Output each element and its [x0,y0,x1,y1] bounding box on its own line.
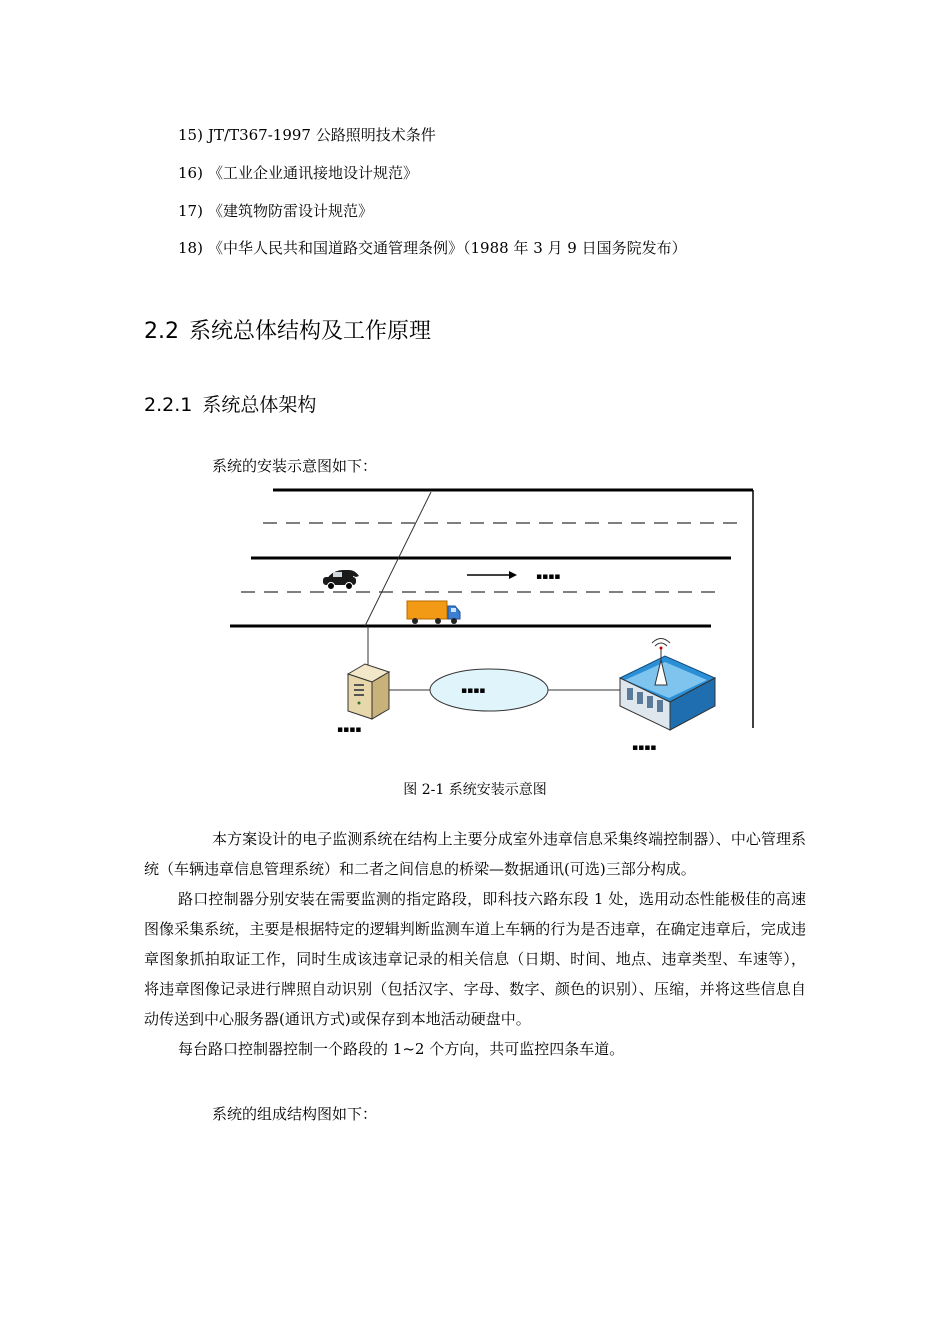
direction-label: ▪▪▪▪ [536,572,561,582]
car-icon [323,570,359,590]
installation-diagram [225,480,765,765]
subsection-heading [144,390,316,417]
reference-number: 18) [178,239,203,257]
reference-text: 《建筑物防雷设计规范》 [208,202,374,220]
reference-number: 15) [178,126,203,144]
reference-text: 《工业企业通讯接地设计规范》 [208,164,419,182]
section-heading [144,314,431,345]
left-node-label: ▪▪▪▪ [337,725,362,735]
subsection-number: 2.2.1 [144,394,193,416]
right-node-label: ▪▪▪▪ [632,743,657,753]
section-number: 2.2 [144,319,179,344]
reference-number: 17) [178,202,203,220]
reference-text: JT/T367-1997 公路照明技术条件 [208,126,436,144]
reference-text: 《中华人民共和国道路交通管理条例》（1988 年 3 月 9 日国务院发布） [208,239,687,257]
body-text [144,824,806,1064]
subsection-title: 系统总体架构 [202,394,317,416]
truck-icon [407,601,460,624]
reference-number: 16) [178,164,203,182]
arrow-head-icon [509,571,517,579]
section-title: 系统总体结构及工作原理 [189,319,432,344]
reference-item [178,237,687,258]
paragraph: 每台路口控制器控制一个路段的 1~2 个方向，共可监控四条车道。 [178,1040,625,1058]
paragraph: 本方案设计的电子监测系统在结构上主要分成室外违章信息采集终端控制器）、中心管理系统（车辆违章信息管理系统）和二者之间信息的桥梁—数据通讯(可选)三部分构成。 [144,830,806,878]
structure-intro: 系统的组成结构图如下： [212,1105,378,1123]
server-icon [348,664,389,719]
paragraph: 路口控制器分别安装在需要监测的指定路段，即科技六路东段 1 处，选用动态性能极佳的高速图像采集系统，主要是根据特定的逻辑判断监测车道上车辆的行为是否违章，在确定违章后，完成违章图象抓拍取证工作，同时生成该违章记录的相关信息（日期、时间、地点、违章类型、车速等），将违章图像记录进行牌照自动识别（包括汉字、字母、数字、颜色的识别）、压缩，并将这些信息自动传送到中心服务器(通讯方式)或保存到本地活动硬盘中。 [144,890,806,1028]
install-intro: 系统的安装示意图如下： [212,457,378,475]
command-center-icon [620,639,715,731]
reference-item [178,124,436,145]
network-label: ▪▪▪▪ [461,686,486,696]
network-cloud [430,669,548,711]
reference-item [178,162,418,183]
reference-item [178,200,373,221]
figure-caption: 图 2-1 系统安装示意图 [403,782,547,798]
